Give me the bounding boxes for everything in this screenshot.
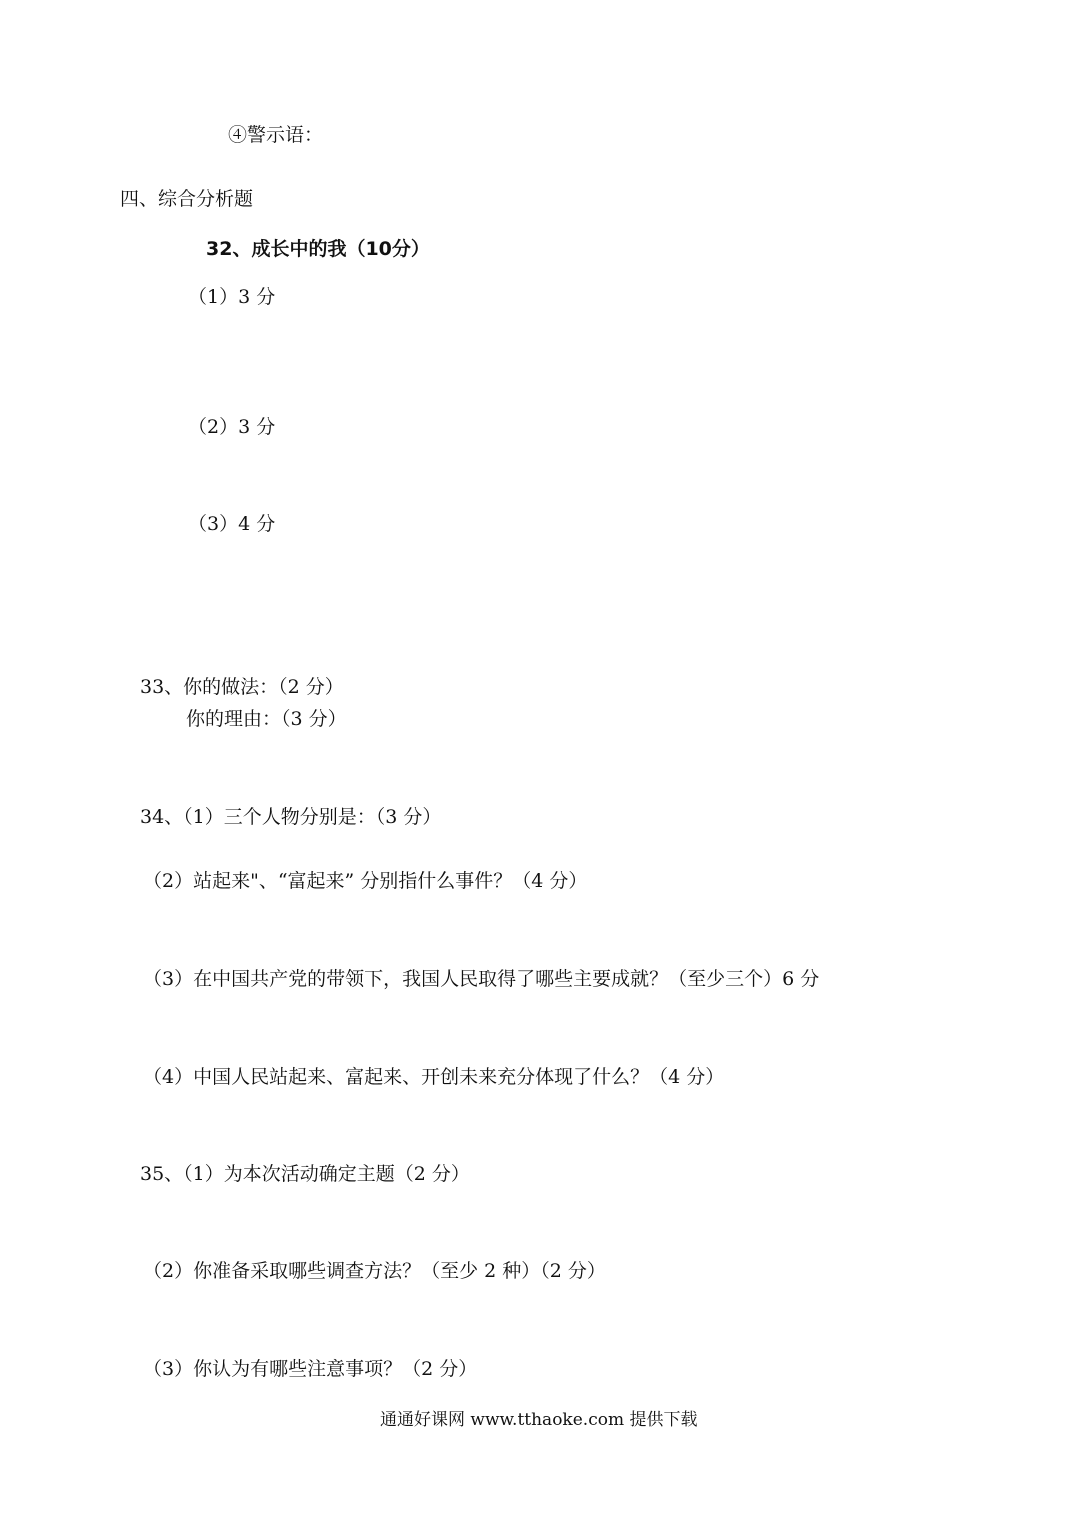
warning-label: ④警示语：	[228, 124, 324, 146]
question-34-part-1: 34、（1）三个人物分别是：（3 分）	[140, 806, 442, 828]
section-title: 四、综合分析题	[120, 188, 254, 210]
question-34-part-4: （4）中国人民站起来、富起来、开创未来充分体现了什么？（4 分）	[143, 1066, 725, 1088]
footer-source: 通通好课网 www.tthaoke.com 提供下载	[380, 1410, 698, 1430]
question-35-part-3: （3）你认为有哪些注意事项？（2 分）	[143, 1358, 478, 1380]
question-33-practice: 33、你的做法：（2 分）	[140, 676, 344, 698]
question-32-part-2: （2）3 分	[188, 416, 276, 438]
question-32-title: 32、成长中的我（10分）	[206, 238, 430, 260]
question-35-part-2: （2）你准备采取哪些调查方法？（至少 2 种）（2 分）	[143, 1260, 606, 1282]
question-32-part-1: （1）3 分	[188, 286, 276, 308]
question-35-part-1: 35、（1）为本次活动确定主题（2 分）	[140, 1163, 470, 1185]
question-34-part-2: （2）站起来"、“富起来” 分别指什么事件？（4 分）	[143, 870, 588, 892]
question-33-reason: 你的理由：（3 分）	[186, 708, 347, 730]
question-34-part-3: （3）在中国共产党的带领下，我国人民取得了哪些主要成就？（至少三个）6 分	[143, 968, 820, 990]
question-32-part-3: （3）4 分	[188, 513, 276, 535]
